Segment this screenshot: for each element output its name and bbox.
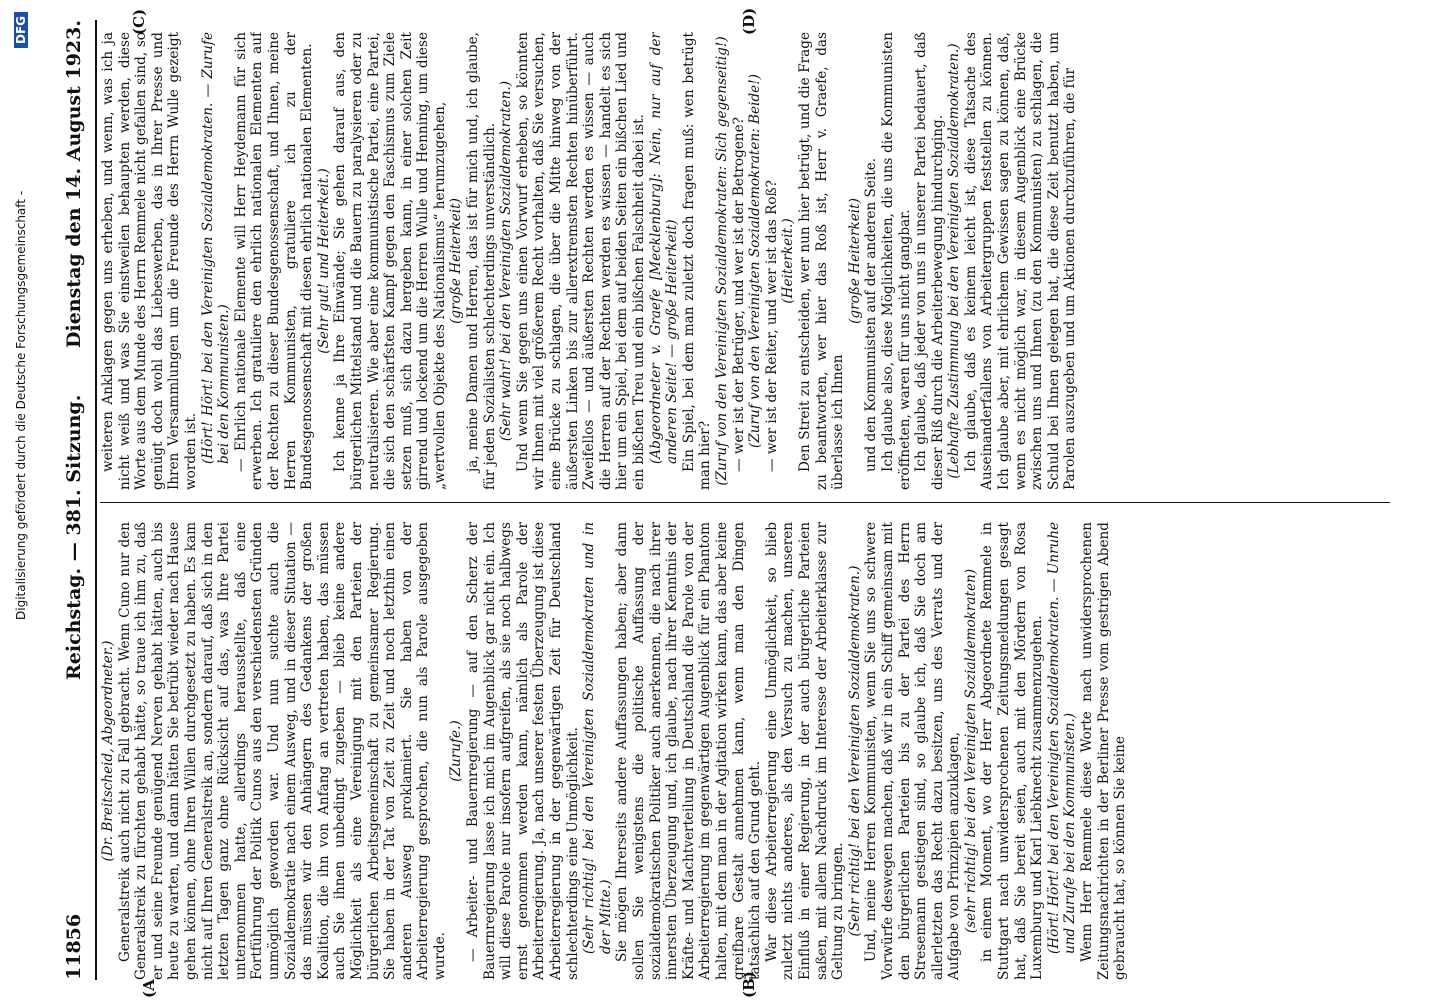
text-paragraph: (Sehr wahr! bei den Vereinigten Sozialdemokraten.)	[498, 80, 515, 442]
page-header	[55, 20, 97, 980]
text-paragraph: ja, meine Damen und Herren, das ist für mich und, ich glaube, für jeden Sozialisten schlechterdings unverständlich.	[465, 32, 498, 490]
credit-text: Digitalisierung gefördert durch die Deutsche Forschungsgemeinschaft -	[14, 190, 28, 620]
text-paragraph: (große Heiterkeit)	[448, 198, 465, 324]
text-paragraph: Wenn Herr Remmele diese Worte nach unwidersprochenen Zeitungsnachrichten in der Berliner Presse vom gestrigen Abend gebraucht hat, so können Sie keine	[1079, 522, 1129, 980]
text-paragraph: (Zurufe.)	[448, 720, 465, 782]
column-divider	[100, 502, 1390, 503]
text-paragraph: Ich glaube also, diese Möglichkeiten, die uns die Kommunisten eröffneten, waren für uns nicht gangbar.	[879, 32, 913, 490]
text-paragraph: (Hört! Hört! bei den Vereinigten Sozialdemokraten. — Unruhe und Zurufe bei den Kommunisten.)	[1045, 522, 1079, 954]
left-text-column	[100, 522, 1390, 980]
text-paragraph: und den Kommunisten auf der anderen Seite.	[863, 157, 880, 472]
text-paragraph: — Ehrlich nationale Elemente will Herr Heydemann für sich erwerben. Ich gratuliere den ehrlich nationalen Elementen auf der Rechten zu dieser Bundesgenossenschaft, und Ihnen, meine Herren Kommunisten, gratuliere ich zu der Bundesgenossenschaft mit diesen ehrlich nationalen Elementen.	[232, 32, 316, 490]
text-paragraph: Ich kenne ja Ihre Einwände; Sie gehen darauf aus, den bürgerlichen Mittelstand und die Bauern zu paralysieren oder zu neutralisieren. Wie aber eine kommunistische Partei, eine Partei, die sich den schärfsten Kampf gegen den Faschismus zum Ziele setzen muß, sich dazu hergeben kann, in einer solchen Zeit girrend und lockend um die Herren Wulle und Henning, um diese „wertvollen Objekte des Nationalismus“ herumzugehen,	[332, 32, 448, 490]
margin-mark-b: (B)	[740, 971, 758, 998]
margin-mark-d: (D)	[740, 7, 758, 35]
text-paragraph: Und wenn Sie gegen uns einen Vorwurf erheben, so könnten wir Ihnen mit viel größerem Recht vorhalten, daß Sie versuchen, eine Brücke zu schlagen, die über die Mitte hinweg von der äußersten Linken bis zur allerextremsten Rechten hinüberführt. Zweifellos — und äußersten Rechten werden es wissen — auch die Herren auf der Rechten werden es wissen — handelt es sich hier um ein Spiel, bei dem auf beiden Seiten ein bißchen Lied und ein bißchen Treu und ein bißchen Falschheit dabei ist.	[514, 32, 647, 490]
text-paragraph: Ich glaube, daß es keinem leicht ist, diese Tatsache des Auseinanderfallens von Arbeitergruppen feststellen zu können. Ich glaube aber, mit ehrlichem Gewissen sagen zu können, daß, wenn es nicht möglich war, in diesem Augenblick eine Brücke zwischen uns und Ihnen (zu den Kommunisten) zu schlagen, die Schuld bei Ihnen gelegen hat, die diese Zeit benutzt haben, um Parolen auszugeben und um Aktionen durchzuführen, die für	[962, 32, 1079, 490]
text-paragraph: (sehr richtig! bei den Vereinigten Sozialdemokraten)	[962, 568, 979, 934]
text-paragraph: (Zuruf von den Vereinigten Sozialdemokraten: Sich gegenseitig!)	[713, 36, 730, 486]
dfg-logo: DFG	[14, 12, 28, 48]
text-paragraph: (Abgeordneter v. Graefe [Mecklenburg]: Nein, nur auf der anderen Seite! — große Heiterkeit)	[647, 32, 681, 464]
text-paragraph: War diese Arbeiterregierung eine Unmöglichkeit, so blieb zuletzt nichts anderes, als den Versuch zu machen, unseren Einfluß in einer Regierung, in der auch bürgerliche Parteien saßen, mit allem Nachdruck im Interesse der Arbeiterklasse zur Geltung zu bringen.	[763, 522, 847, 980]
text-paragraph: Und, meine Herren Kommunisten, wenn Sie uns so schwere Vorwürfe deswegen machen, daß wir in ein Schiff gemeinsam mit den bürgerlichen Parteien bis zu der Partei des Herrn Stresemann gestiegen sind, so glaube ich, daß Sie doch am allerletzten das Recht dazu besitzen, uns des Verrats und der Aufgabe von Prinzipien anzuklagen,	[863, 522, 963, 980]
margin-mark-a: (A	[140, 979, 158, 998]
text-paragraph: — wer ist der Reiter, und wer ist das Roß?	[763, 180, 780, 472]
text-paragraph: in einem Moment, wo der Herr Abgeordnete Remmele in Stuttgart nach unwidersprochenen Zeitungsmeldungen gesagt hat, daß Sie bereit seien, auch mit den Mördern von Rosa Luxemburg und Karl Liebknecht zusammenzugehen.	[979, 522, 1046, 980]
text-paragraph: (Zuruf von den Vereinigten Sozialdemokraten: Beide!)	[747, 74, 764, 448]
text-paragraph: (große Heiterkeit)	[846, 198, 863, 324]
text-paragraph: (Heiterkeit.)	[780, 218, 797, 304]
text-paragraph: (Dr. Breitscheid, Abgeordneter.)	[100, 640, 116, 862]
text-paragraph: Generalstreik auch nicht zu Fall gebracht. Wenn Cuno nur den Generalstreik zu fürchten gehabt hätte, so traue ich ihm zu, daß er und seine Freunde genügend Nerven gehabt hätten, auch bis heute zu warten, und dann hätten Sie betrübt wieder nach Hause gehen können, ohne Ihren Willen durchgesetzt zu haben. Es kam nicht auf Ihren Generalstreik an, sondern darauf, daß sich in den letzten Tagen ganz ohne Rücksicht auf das, was Ihre Partei unternommen hatte, allerdings herausstellte, daß eine Fortführung der Politik Cunos aus den verschiedensten Gründen unmöglich geworden war. Und nun suchte auch die Sozialdemokratie nach einem Ausweg, und in dieser Situation — das müssen wir den Anhängern des Gedankens der großen Koalition, die ihn von Anfang an vertreten haben, das müssen auch Sie ihnen unbedingt zugeben — blieb keine andere Möglichkeit als eine Vereinigung mit den Parteien der bürgerlichen Arbeitsgemeinschaft zu gemeinsamer Regierung. Sie haben in der Tat von Zeit zu Zeit und noch letzthin einen anderen Ausweg proklamiert. Sie haben von der Arbeiterregierung gesprochen, die nun als Parole ausgegeben wurde.	[116, 522, 448, 980]
digitization-credit	[0, 0, 40, 1000]
text-paragraph: Ein Spiel, bei dem man zuletzt doch fragen muß: wen betrügt man hier?	[680, 32, 714, 490]
session-title: Reichstag. — 381. Sitzung.	[63, 394, 85, 680]
right-text-column	[100, 32, 1390, 490]
text-paragraph: (Sehr richtig! bei den Vereinigten Sozialdemokraten und in der Mitte.)	[581, 522, 614, 954]
text-paragraph: Ich glaube, daß jeder von uns in unserer Partei bedauert, daß dieser Riß durch die Arbeiterbewegung hindurchging.	[913, 32, 946, 490]
text-paragraph: (Sehr gut! und Heiterkeit.)	[315, 168, 332, 354]
text-paragraph: Sie mögen Ihrerseits andere Auffassungen haben; aber dann sollen Sie wenigstens die politische Auffassung der sozialdemokratischen Politiker auch anerkennen, die nach ihrer innersten Überzeugung und, ich glaube, nach ihrer Kenntnis der Kräfte- und Machtverteilung in Deutschland die Parole von der Arbeiterregierung im gegenwärtigen Augenblick für ein Phantom halten, mit dem man in der Agitation wirken kann, das aber keine greifbare Gestalt annehmen kann, wenn man den Dingen tatsächlich auf den Grund geht.	[614, 522, 764, 980]
text-paragraph: (Lebhafte Zustimmung bei den Vereinigten Sozialdemokraten.)	[946, 43, 963, 479]
text-paragraph: — Arbeiter- und Bauernregierung — auf den Scherz der Bauernregierung lasse ich mich im Augenblick gar nicht ein. Ich will diese Parole nur insofern aufgreifen, als sie noch halbwegs ernst genommen werden kann, nämlich als Parole der Arbeiterregierung. Ja, nach unserer festen Überzeugung ist diese Arbeiterregierung in der gegenwärtigen Zeit für Deutschland schlechterdings eine Unmöglichkeit.	[465, 522, 581, 980]
text-paragraph: Den Streit zu entscheiden, wer nun hier betrügt, und die Frage zu beantworten, wer hier das Roß ist, Herr v. Graefe, das überlasse ich Ihnen	[796, 32, 847, 490]
text-paragraph: (Sehr richtig! bei den Vereinigten Sozialdemokraten.)	[846, 565, 863, 937]
text-paragraph: — wer ist der Betrüger, und wer ist der Betrogene?	[730, 117, 747, 472]
text-paragraph: (Hört! Hört! bei den Vereinigten Sozialdemokraten. — Zurufe bei den Kommunisten.)	[199, 32, 233, 464]
margin-mark-c: (C)	[130, 8, 148, 35]
text-paragraph: weiteren Anklagen gegen uns erheben, und wenn, was ich ja nicht weiß und was Sie einstweilen behaupten werden, diese Worte aus dem Munde des Herrn Remmele nicht gefallen sind, so genügt doch wohl das Liebeswerben, das in Ihrer Presse und Ihren Versammlungen um die Freunde des Herrn Wulle gezeigt worden ist.	[100, 32, 199, 490]
session-date: Dienstag den 14. August 1923.	[63, 20, 85, 348]
page-number: 11856	[63, 913, 85, 980]
